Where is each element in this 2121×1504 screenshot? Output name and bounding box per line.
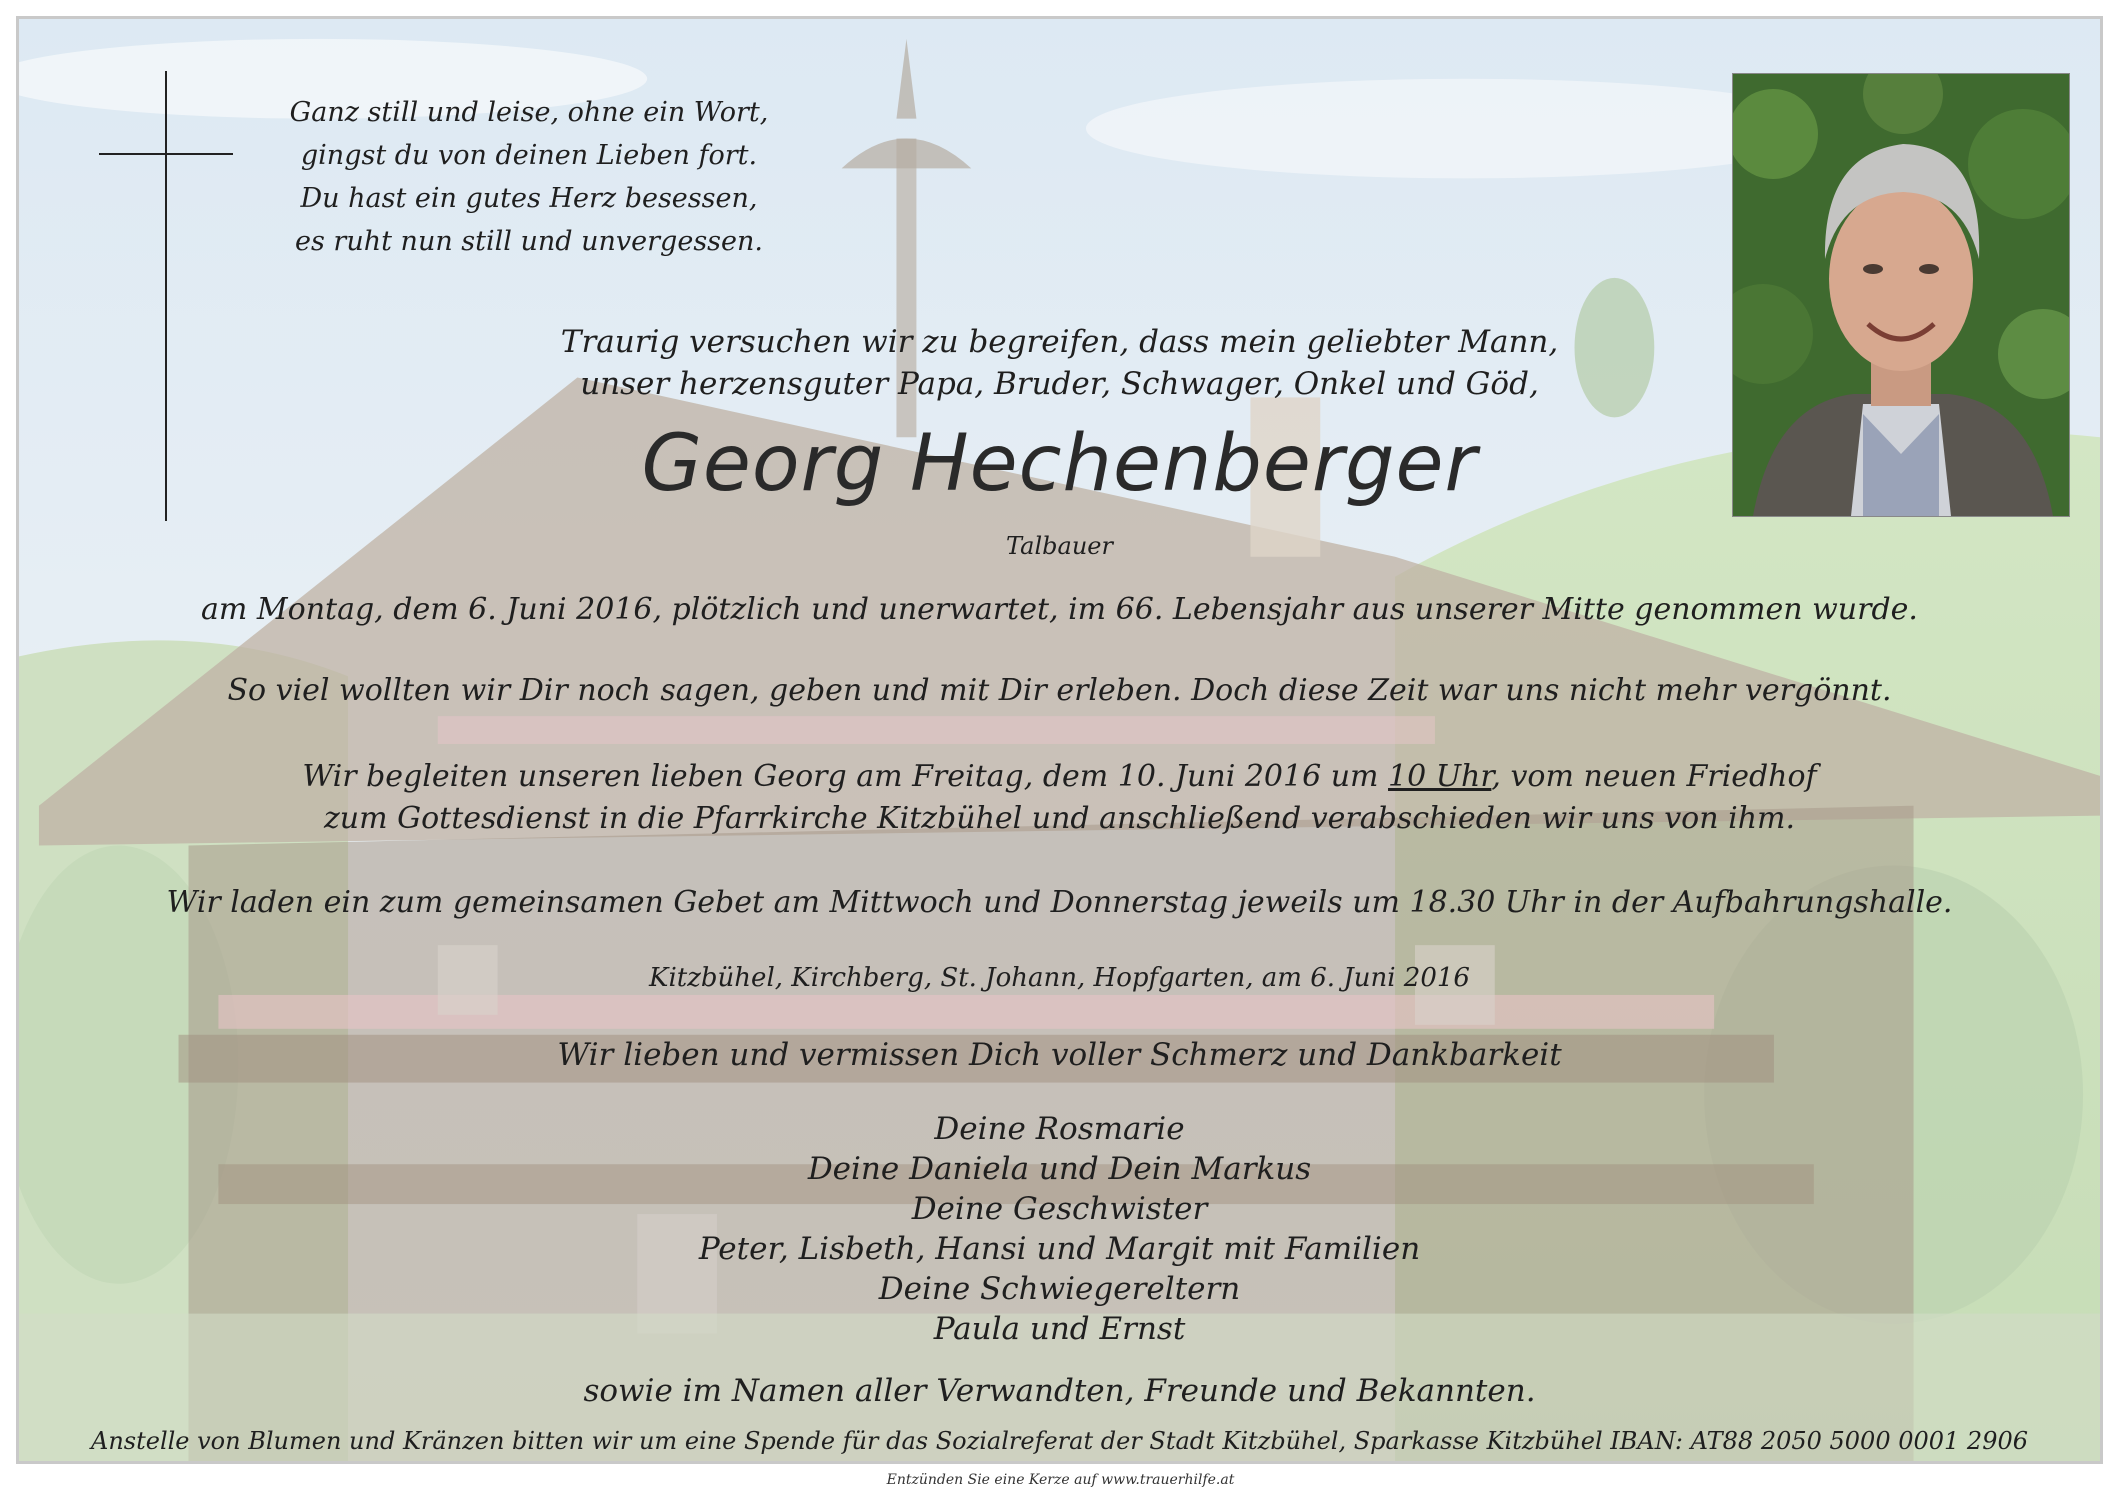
intro-line: Traurig versuchen wir zu begreifen, dass mein geliebter Mann, (560, 324, 1559, 360)
mourner-line: Peter, Lisbeth, Hansi und Margit mit Familien (698, 1231, 1421, 1267)
poem-line: Du hast ein gutes Herz besessen, (300, 183, 758, 214)
parte-frame (16, 16, 2103, 1464)
intro-line: unser herzensguter Papa, Bruder, Schwager, Onkel und Göd, (580, 366, 1539, 402)
mourner-line: Deine Schwiegereltern (878, 1271, 1241, 1307)
funeral-text: Wir begleiten unseren lieben Georg am Freitag, dem 10. Juni 2016 um (302, 759, 1389, 794)
mourner-line: Deine Daniela und Dein Markus (807, 1151, 1312, 1187)
poem-line: gingst du von deinen Lieben fort. (300, 140, 758, 171)
footer-link[interactable]: Entzünden Sie eine Kerze auf www.trauerhilfe.at (886, 1472, 1235, 1488)
prayer-line: Wir laden ein zum gemeinsamen Gebet am Mittwoch und Donnerstag jeweils um 18.30 Uhr in der Aufbahrungshalle. (166, 885, 1953, 920)
closing-line: sowie im Namen aller Verwandten, Freunde und Bekannten. (583, 1373, 1536, 1409)
death-announcement: am Montag, dem 6. Juni 2016, plötzlich und unerwartet, im 66. Lebensjahr aus unserer Mitte genommen wurde. (201, 592, 1918, 627)
memorial-poem (279, 91, 779, 263)
poem-line: es ruht nun still und unvergessen. (295, 226, 763, 257)
parte-content (19, 19, 2100, 1461)
farewell-line: So viel wollten wir Dir noch sagen, geben und mit Dir erleben. Doch diese Zeit war uns nicht mehr vergönnt. (227, 673, 1892, 708)
donation-note: Anstelle von Blumen und Kränzen bitten wir um eine Spende für das Sozialreferat der Stadt Kitzbühel, Sparkasse Kitzbühel IBAN: AT88 2050 5000 0001 2906 (90, 1427, 2029, 1455)
mourner-line: Deine Rosmarie (934, 1111, 1185, 1147)
mourner-line: Deine Geschwister (911, 1191, 1208, 1227)
funeral-line-2: zum Gottesdienst in die Pfarrkirche Kitzbühel und anschließend verabschieden wir uns von ihm. (324, 801, 1795, 836)
funeral-text: , vom neuen Friedhof (1491, 759, 1817, 794)
mourner-line: Paula und Ernst (933, 1311, 1186, 1347)
place-date: Kitzbühel, Kirchberg, St. Johann, Hopfgarten, am 6. Juni 2016 (649, 963, 1470, 993)
funeral-time: 10 Uhr (1388, 759, 1492, 794)
love-line: Wir lieben und vermissen Dich voller Schmerz und Dankbarkeit (557, 1037, 1562, 1073)
poem-line: Ganz still und leise, ohne ein Wort, (289, 97, 769, 128)
funeral-line-1 (19, 759, 2100, 794)
deceased-name: Georg Hechenberger (641, 419, 1478, 509)
cross-icon-bar (99, 153, 233, 155)
house-name: Talbauer (1006, 532, 1113, 560)
